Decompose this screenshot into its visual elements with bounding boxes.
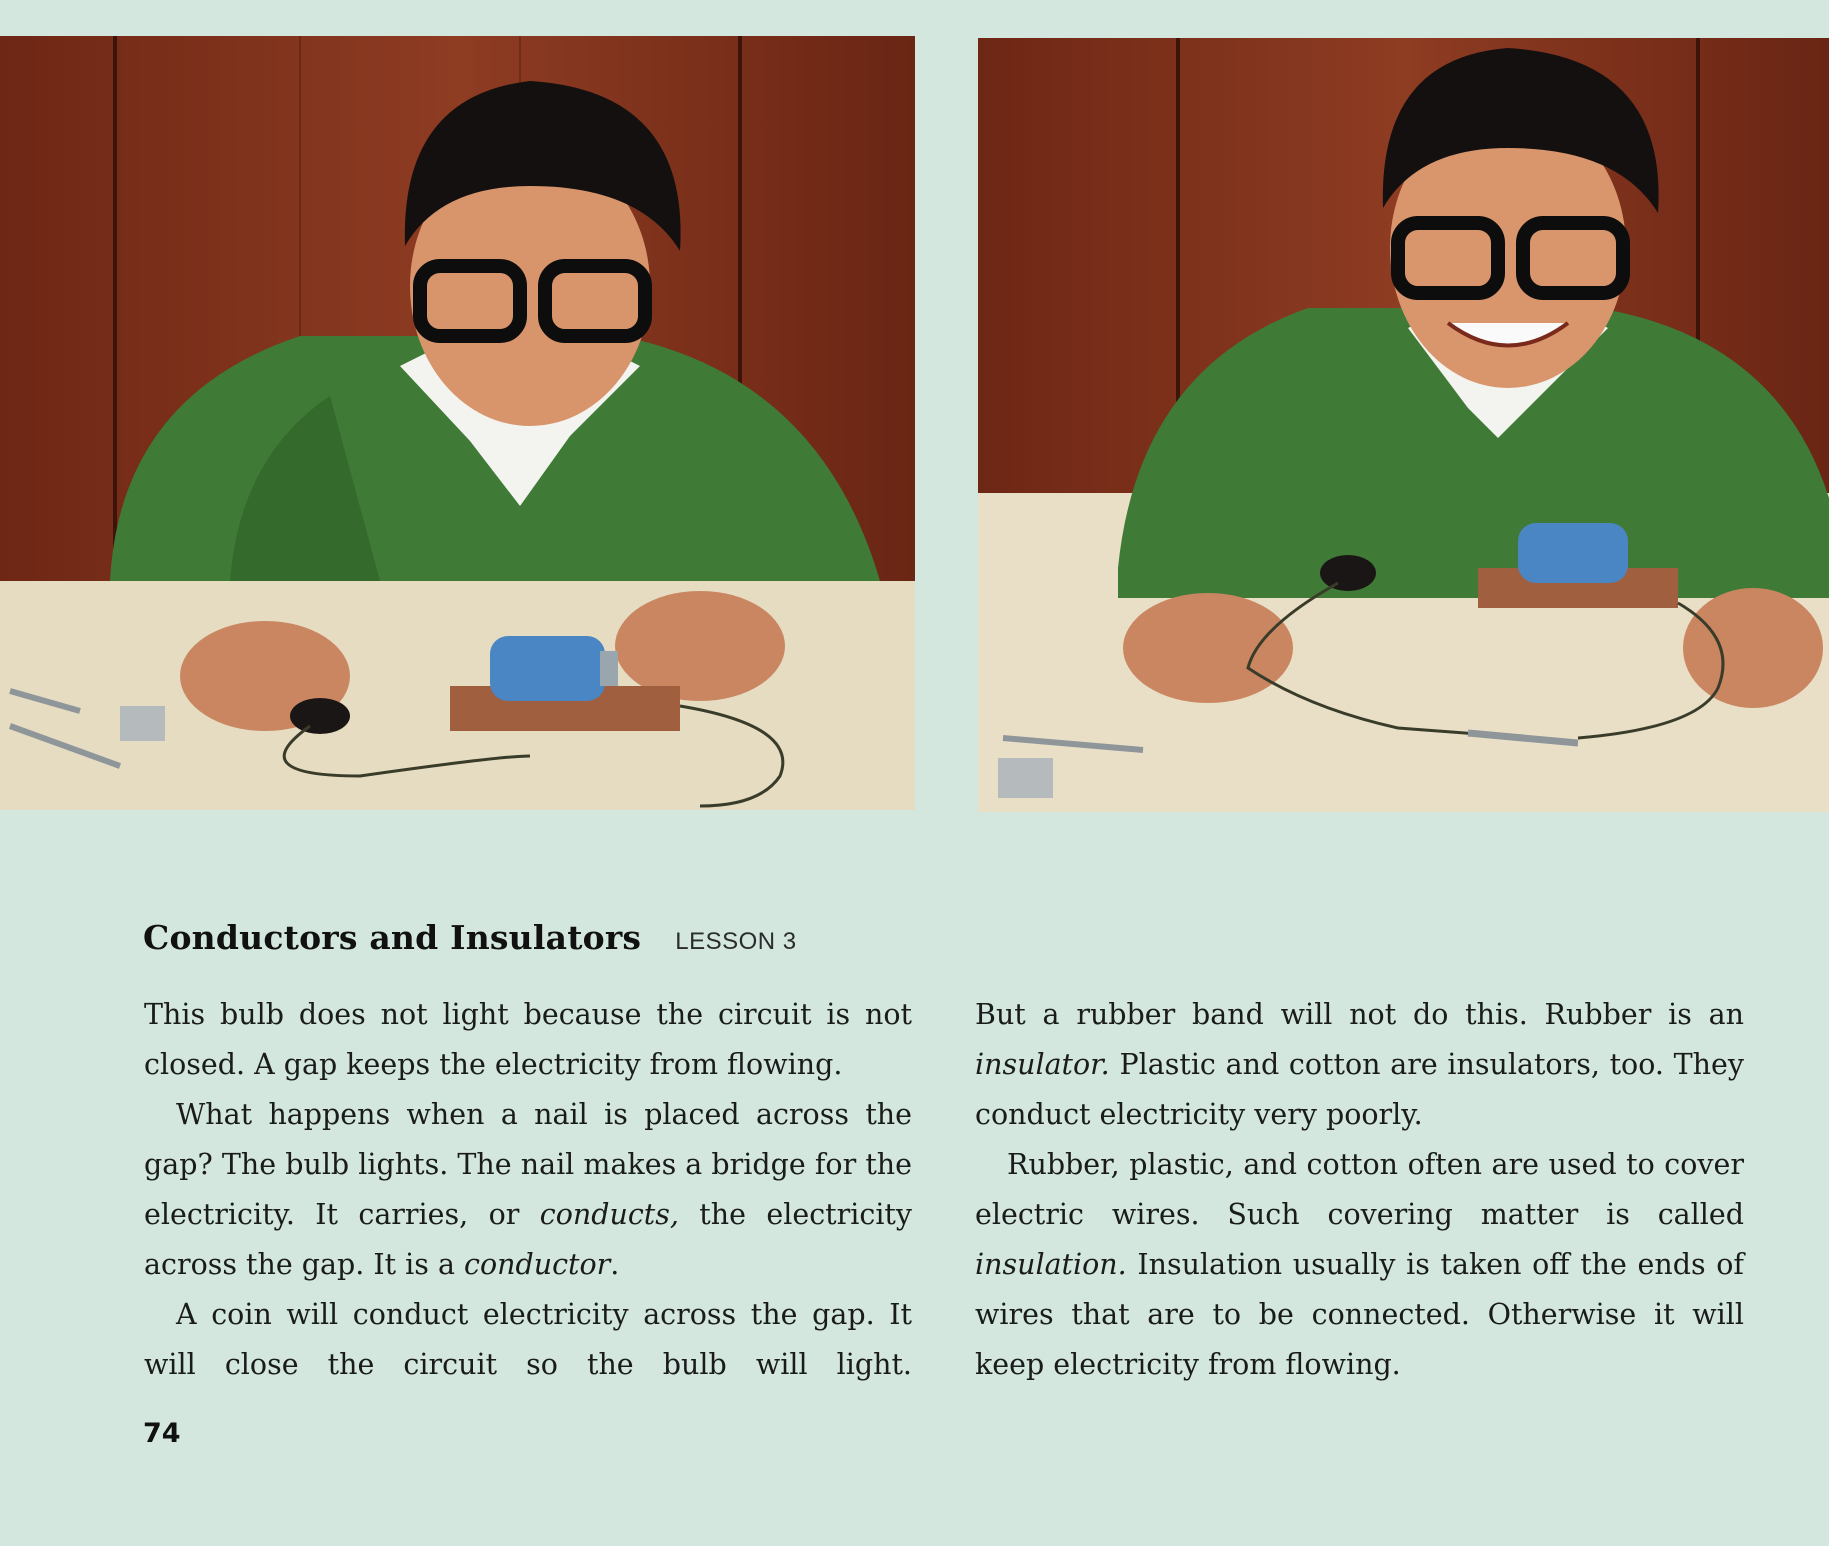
paragraph-text: Rubber, plastic, and cotton often are used to cover electric wires. Such covering matter is called bbox=[975, 1148, 1744, 1231]
paragraph bbox=[144, 1090, 912, 1290]
photo-closed-circuit-illustration bbox=[978, 38, 1829, 812]
paragraph-text: Plastic and cotton are insulators, too. They conduct electricity very poorly. bbox=[975, 1048, 1744, 1131]
lesson-heading bbox=[143, 918, 797, 957]
photo-open-circuit-illustration bbox=[0, 36, 915, 810]
paragraph-text: But a rubber band will not do this. Rubber is an bbox=[975, 998, 1744, 1031]
paragraph: This bulb does not light because the circuit is not closed. A gap keeps the electricity from flowing. bbox=[144, 998, 912, 1081]
paragraph-text: . bbox=[610, 1248, 620, 1281]
photo-closed-circuit bbox=[978, 38, 1829, 812]
term-italic: insulator. bbox=[975, 1048, 1110, 1081]
paragraph-text: What happens when a nail is placed across the gap? The bulb lights. The nail makes a bridge for the electricity. It carries, or bbox=[144, 1098, 912, 1231]
paragraph-text: Insulation usually is taken off the ends of wires that are to be connected. Otherwise it will keep electricity from flowing. bbox=[975, 1248, 1744, 1381]
lesson-title: Conductors and Insulators bbox=[143, 918, 642, 957]
page-number: 74 bbox=[143, 1418, 181, 1449]
text-column-right bbox=[975, 990, 1744, 1390]
paragraph bbox=[975, 990, 1744, 1140]
photo-open-circuit bbox=[0, 36, 915, 810]
paragraph bbox=[975, 1140, 1744, 1390]
paragraph-text: the electricity across the gap. It is a bbox=[144, 1198, 912, 1281]
text-column-left bbox=[144, 990, 912, 1390]
paragraph: A coin will conduct electricity across the gap. It will close the circuit so the bulb will light. bbox=[144, 1298, 912, 1381]
lesson-number: LESSON 3 bbox=[675, 928, 797, 955]
term-italic: insulation. bbox=[975, 1248, 1127, 1281]
term-italic: conductor bbox=[464, 1248, 611, 1281]
term-italic: conducts, bbox=[539, 1198, 679, 1231]
